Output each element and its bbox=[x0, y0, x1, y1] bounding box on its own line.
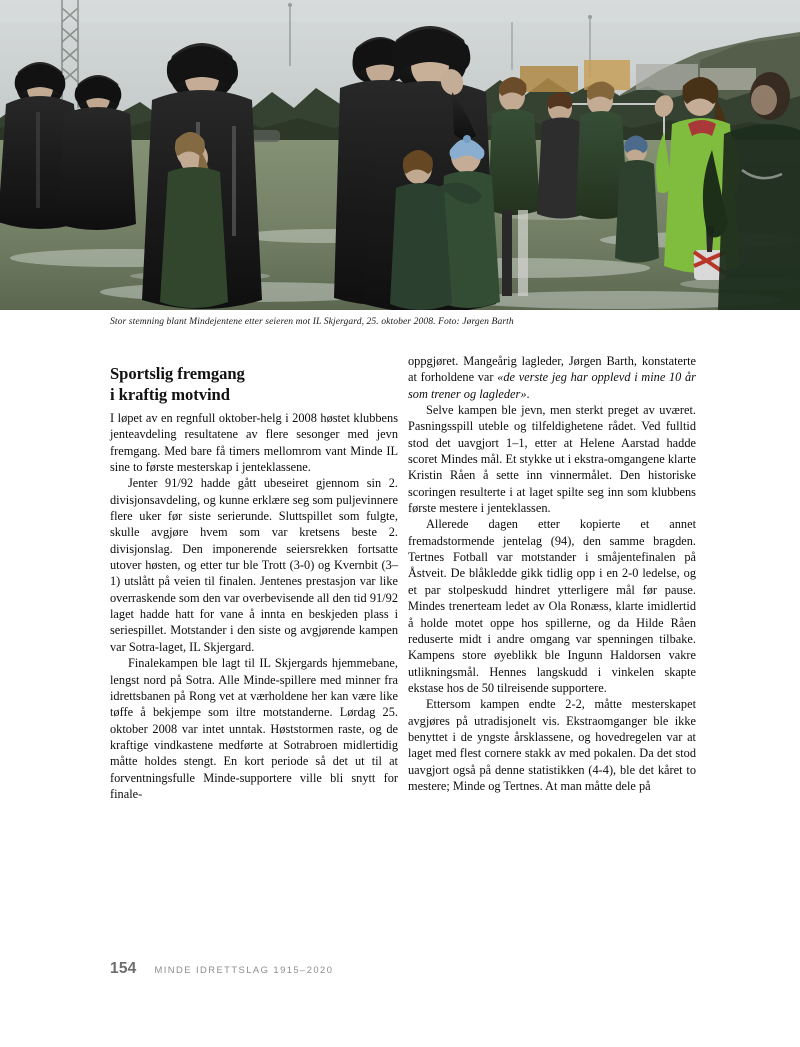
team-celebration-photo bbox=[0, 0, 800, 310]
paragraph: Ettersom kampen endte 2-2, måtte mesterskapet avgjøres på utradisjonelt vis. Ekstraomganger ble ikke benyttet i de yngste årsklassene, og hovedregelen var at laget med flest cornere stakk av med pokalen. Da det stod uavgjort også på denne statistikken (4-4), ble det kåret to mestere; Minde og Tertnes. At man måtte dele på bbox=[408, 697, 696, 793]
paragraph: I løpet av en regnfull oktober-helg i 2008 høstet klubbens jenteavdeling resultatene av flere sesonger med jevn fremgang. Med bare få timers mellomrom vant Minde IL sine to første mesterskap i jenteklassene. bbox=[110, 411, 398, 475]
paragraph: Allerede dagen etter kopierte et annet fremadstormende jentelag (94), den samme bragden. Tertnes Fotball var motstander i småjentefinalen på Åstveit. De blåkledde gikk tidlig opp i en 2-0 ledelse, og et par stolpeskudd hindret ytterligere mål før pause. Mindes trenerteam ledet av Ola Ronæss, klarte imidlertid å holde motet oppe hos spillerne, og da Hilde Råen reduserte midt i andre omgang var spenningen tilbake. Kampens store øyeblikk ble Ingunn Haldorsen vakre utlikningsmål. Hennes langskudd i vinkelen skapte ekstase hos de 50 tilreisende supportere. bbox=[408, 517, 696, 695]
paragraph-with-quote bbox=[408, 353, 696, 402]
pull-quote: «de verste jeg har opplevd i mine 10 år som trener og lagleder» bbox=[408, 370, 696, 401]
headline-line-1: Sportslig fremgang bbox=[110, 364, 245, 384]
paragraph: Finalekampen ble lagt til IL Skjergards hjemmebane, lengst nord på Sotra. Alle Minde-spillere med minner fra idrettsbanen på Rong vet at værholdene her kan være like tøffe å bekjempe som iltre motstanderne. Lørdag 25. oktober 2008 var intet unntak. Høststormen raste, og de kraftige vindkastene medførte at Sotrabroen midlertidig måtte holdes stengt. En kort periode så det ut til at forventningsfulle Minde-supportere ville bli snytt for finale- bbox=[110, 656, 398, 801]
photo-caption: Stor stemning blant Mindejentene etter seieren mot IL Skjergard, 25. oktober 2008. Foto: Jørgen Barth bbox=[110, 316, 514, 327]
body-text-column-right bbox=[408, 353, 696, 794]
paragraph: Selve kampen ble jevn, men sterkt preget av uværet. Pasningsspill uteble og tilfeldighetene rådet. Ved fulltid stod det uavgjort 1–1, etter at Helene Aarstad hadde scoret Mindes mål. Et stykke ut i ekstra-omgangene klarte Kristin Råen å sette inn vinnermålet. Den historiske scoringen resulterte i at laget spilte seg inn som klubbens første mestere i jenteklassen. bbox=[408, 403, 696, 516]
page-number: 154 bbox=[110, 960, 137, 977]
page-footer bbox=[110, 960, 333, 978]
running-head: MINDE IDRETTSLAG 1915–2020 bbox=[154, 964, 334, 975]
paragraph-tail: . bbox=[526, 386, 530, 401]
paragraph-lead: oppgjøret. Mangeårig lagleder, Jørgen Barth, konstaterte at forholdene var bbox=[408, 354, 696, 385]
headline-line-2: i kraftig motvind bbox=[110, 384, 230, 404]
body-text-column-left bbox=[110, 410, 398, 802]
article-headline bbox=[110, 364, 400, 405]
paragraph: Jenter 91/92 hadde gått ubeseiret gjennom sin 2. divisjonsavdeling, og kunne erklære seg som puljevinnere flere uker før siste serierunde. Sluttspillet som fulgte, skulle avgjøre hvem som var kretsens beste 2. divisjonslag. Den imponerende seiersrekken fortsatte utover høsten, og etter tur ble Trott (3-0) og Kvernbit (3–1) utslått på veien til finalen. Jentenes prestasjon var like overraskende som den var overbevisende all den tid 91/92 laget hadde hatt for vane å innta en beskjeden plass i seriespillet. Motstander i den siste og avgjørende kampen var Sotra-laget, IL Skjergard. bbox=[110, 476, 398, 654]
